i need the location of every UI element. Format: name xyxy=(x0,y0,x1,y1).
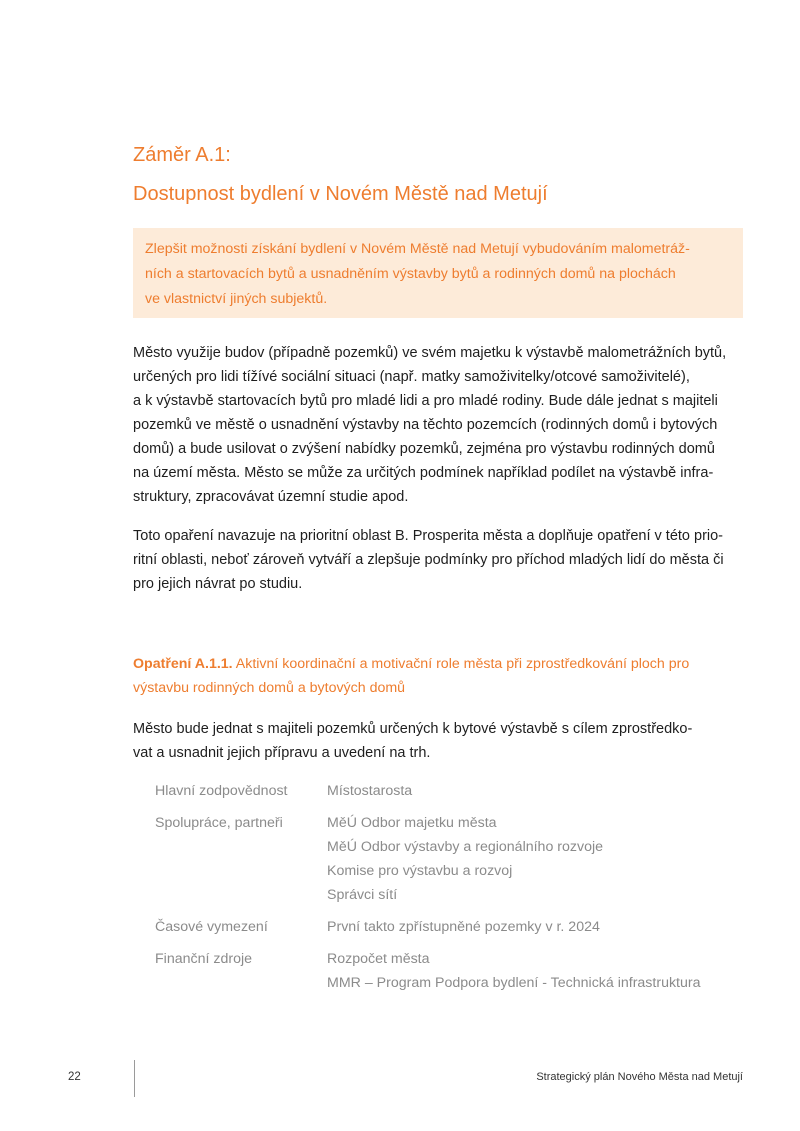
info-row xyxy=(155,779,755,803)
info-value: První takto zpřístupněné pozemky v r. 2024 xyxy=(327,919,600,935)
info-values xyxy=(327,947,755,995)
info-value: Rozpočet města xyxy=(327,951,430,967)
paragraph-line: na území města. Město se může za určitých podmínek například podílet na výstavbě infra- xyxy=(133,465,714,481)
info-label: Spolupráce, partneři xyxy=(155,815,283,831)
page-number: 22 xyxy=(68,1071,81,1083)
footer-document-title: Strategický plán Nového Města nad Metují xyxy=(536,1071,743,1083)
info-label: Hlavní zodpovědnost xyxy=(155,783,288,799)
measure-label: Opatření A.1.1. xyxy=(133,656,233,672)
info-value: Místostarosta xyxy=(327,783,413,799)
paragraph-line: domů) a bude usilovat o zvýšení nabídky pozemků, zejména pro výstavbu rodinných domů xyxy=(133,441,715,457)
goal-callout xyxy=(133,228,743,318)
callout-line: ve vlastnictví jiných subjektů. xyxy=(145,291,328,307)
info-row xyxy=(155,947,755,995)
measure-title-line xyxy=(133,652,753,676)
paragraph-line: Toto opaření navazuje na prioritní oblast B. Prosperita města a doplňuje opatření v této prio- xyxy=(133,528,724,544)
body-paragraph-1 xyxy=(133,341,753,509)
measure-heading xyxy=(133,652,753,700)
info-value: MěÚ Odbor výstavby a regionálního rozvoje xyxy=(327,839,604,855)
info-values xyxy=(327,779,755,803)
info-values xyxy=(327,811,755,907)
footer-divider xyxy=(134,1060,135,1097)
measure-description xyxy=(133,717,753,765)
measure-title-line: výstavbu rodinných domů a bytových domů xyxy=(133,680,406,696)
info-value: Správci sítí xyxy=(327,887,398,903)
info-value: Komise pro výstavbu a rozvoj xyxy=(327,863,513,879)
paragraph-line: pro jejich návrat po studiu. xyxy=(133,576,303,592)
paragraph-line: určených pro lidi tížívé sociální situaci (např. matky samoživitelky/otcové samoživitelé), xyxy=(133,369,690,385)
section-title: Záměr A.1: xyxy=(133,144,231,166)
paragraph-line: struktury, zpracovávat územní studie apod. xyxy=(133,489,409,505)
measure-title: Aktivní koordinační a motivační role města při zprostředkování ploch pro xyxy=(235,656,690,672)
paragraph-line: Město využije budov (případně pozemků) ve svém majetku k výstavbě malometrážních bytů, xyxy=(133,345,727,361)
body-paragraph-2 xyxy=(133,524,753,596)
info-label: Finanční zdroje xyxy=(155,951,252,967)
measure-info-table xyxy=(155,779,755,1003)
info-row xyxy=(155,915,755,939)
info-row xyxy=(155,811,755,907)
paragraph-line: vat a usnadnit jejich přípravu a uvedení na trh. xyxy=(133,745,431,761)
section-subtitle: Dostupnost bydlení v Novém Městě nad Metují xyxy=(133,183,548,205)
paragraph-line: ritní oblasti, neboť zároveň vytváří a zlepšuje podmínky pro příchod mladých lidí do města či xyxy=(133,552,724,568)
callout-line: ních a startovacích bytů a usnadněním výstavby bytů a rodinných domů na plochách xyxy=(145,266,676,282)
paragraph-line: a k výstavbě startovacích bytů pro mladé lidi a pro mladé rodiny. Bude dále jednat s majiteli xyxy=(133,393,718,409)
paragraph-line: Město bude jednat s majiteli pozemků určených k bytové výstavbě s cílem zprostředko- xyxy=(133,721,693,737)
info-value: MěÚ Odbor majetku města xyxy=(327,815,497,831)
info-values xyxy=(327,915,755,939)
info-label: Časové vymezení xyxy=(155,919,268,935)
callout-line: Zlepšit možnosti získání bydlení v Novém Městě nad Metují vybudováním malometráž- xyxy=(145,241,690,257)
paragraph-line: pozemků ve městě o usnadnění výstavby na těchto pozemcích (rodinných domů i bytových xyxy=(133,417,718,433)
info-value: MMR – Program Podpora bydlení - Technická infrastruktura xyxy=(327,975,701,991)
